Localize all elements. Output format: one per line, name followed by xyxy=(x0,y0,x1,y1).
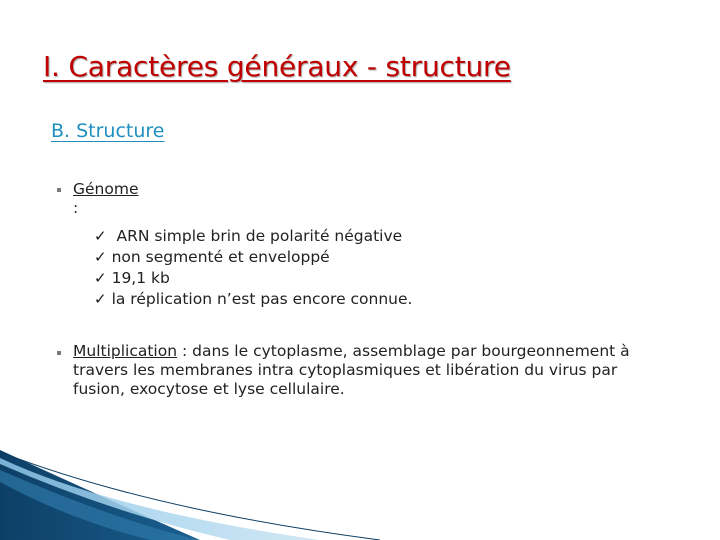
multiplication-text: : dans le cytoplasme, assemblage par bourgeonnement à travers les membranes intra cytoplasmiques et libération du virus par fusion, exocytose et lyse cellulaire. xyxy=(73,342,630,398)
decorative-swoosh xyxy=(0,450,720,540)
check-item-text: non segmenté et enveloppé xyxy=(111,248,330,266)
slide-title: I. Caractères généraux - structure xyxy=(43,50,511,83)
check-item-text: 19,1 kb xyxy=(111,269,170,287)
bullet-genome-text xyxy=(73,180,139,218)
check-item-text: ARN simple brin de polarité négative xyxy=(111,227,403,245)
multiplication-label: Multiplication xyxy=(73,342,178,360)
checkmark-icon: ✓ xyxy=(94,290,107,308)
bullet-multiplication xyxy=(73,342,663,399)
genome-label: Génome xyxy=(73,180,139,198)
check-item xyxy=(94,226,412,247)
checkmark-icon: ✓ xyxy=(94,269,107,287)
check-item xyxy=(94,268,412,289)
check-item xyxy=(94,289,412,310)
checkmark-icon: ✓ xyxy=(94,227,107,245)
section-subtitle: B. Structure xyxy=(51,120,165,142)
bullet-marker xyxy=(57,188,61,192)
checkmark-icon: ✓ xyxy=(94,248,107,266)
genome-suffix: : xyxy=(73,199,79,217)
bullet-marker xyxy=(57,351,61,355)
check-item-text: la réplication n’est pas encore connue. xyxy=(111,290,413,308)
genome-check-list xyxy=(94,226,412,310)
check-item xyxy=(94,247,412,268)
